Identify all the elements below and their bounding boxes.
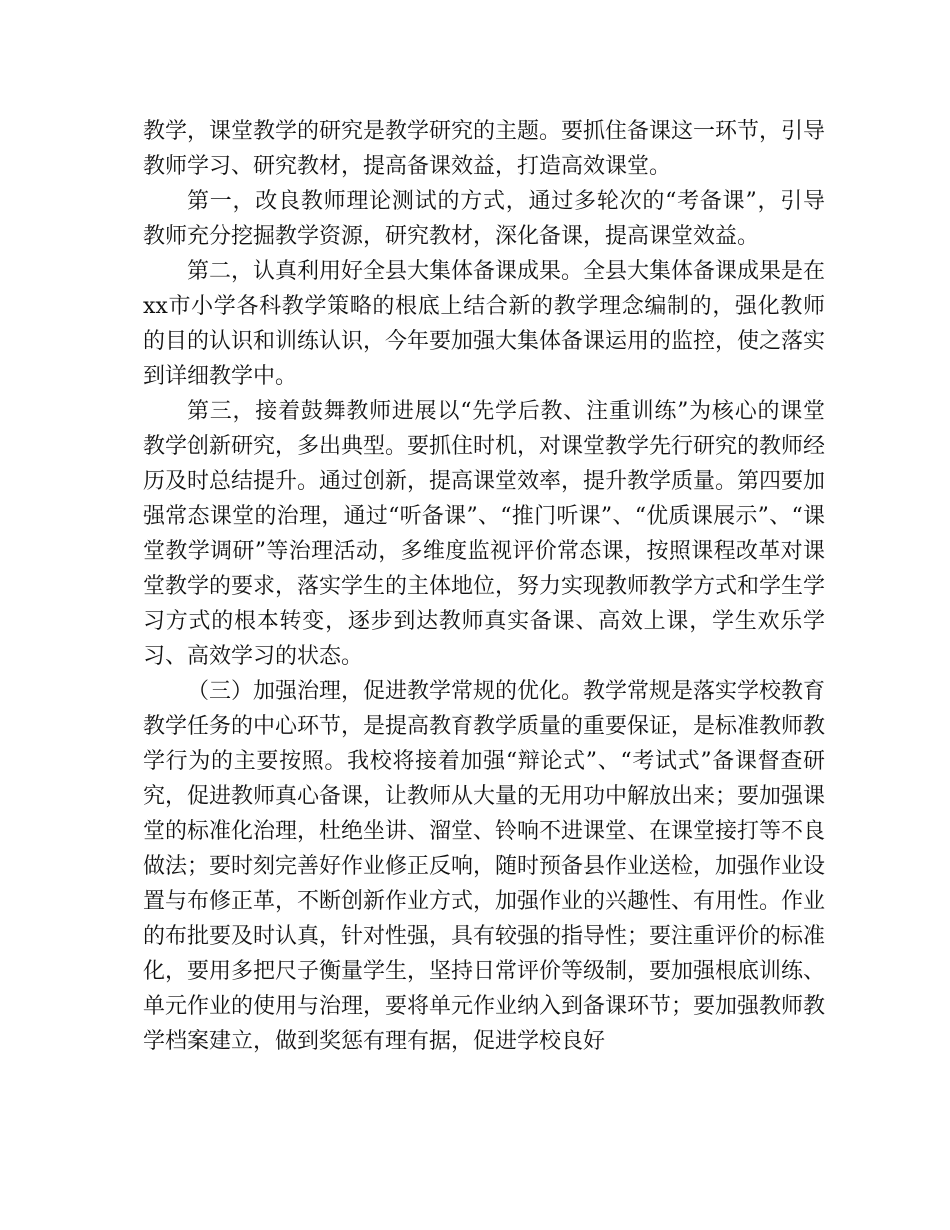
document-body — [143, 114, 825, 1059]
paragraph-first-point: 第一，改良教师理论测试的方式，通过多轮次的“考备课”，引导教师充分挖掘教学资源，研究教材，深化备课，提高课堂效益。 — [143, 189, 825, 249]
paragraph-second-point: 第二，认真利用好全县大集体备课成果。全县大集体备课成果是在xx市小学各科教学策略的根底上结合新的教学理念编制的，强化教师的目的认识和训练认识，今年要加强大集体备课运用的监控，使之落实到详细教学中。 — [143, 259, 826, 389]
paragraph-third-point: 第三，接着鼓舞教师进展以“先学后教、注重训练”为核心的课堂教学创新研究，多出典型。要抓住时机，对课堂教学先行研究的教师经历及时总结提升。通过创新，提高课堂效率，提升教学质量。第四要加强常态课堂的治理，通过“听备课”、“推门听课”、“优质课展示”、“课堂教学调研”等治理活动，多维度监视评价常态课，按照课程改革对课堂教学的要求，落实学生的主体地位，努力实现教师教学方式和学生学习方式的根本转变，逐步到达教师真实备课、高效上课，学生欢乐学习、高效学习的状态。 — [143, 399, 826, 669]
paragraph-continuation: 教学，课堂教学的研究是教学研究的主题。要抓住备课这一环节，引导教师学习、研究教材，提高备课效益，打造高效课堂。 — [143, 119, 826, 179]
paragraph-section-three: （三）加强治理，促进教学常规的优化。教学常规是落实学校教育教学任务的中心环节，是提高教育教学质量的重要保证，是标准教师教学行为的主要按照。我校将接着加强“辩论式”、“考试式”备课督查研究，促进教师真心备课，让教师从大量的无用功中解放出来；要加强课堂的标准化治理，杜绝坐讲、溜堂、铃响不进课堂、在课堂接打等不良做法；要时刻完善好作业修正反响，随时预备县作业送检，加强作业设置与布修正革，不断创新作业方式，加强作业的兴趣性、有用性。作业的布批要及时认真，针对性强，具有较强的指导性；要注重评价的标准化，要用多把尺子衡量学生，坚持日常评价等级制，要加强根底训练、单元作业的使用与治理，要将单元作业纳入到备课环节；要加强教师教学档案建立，做到奖惩有理有据，促进学校良好 — [143, 679, 826, 1054]
